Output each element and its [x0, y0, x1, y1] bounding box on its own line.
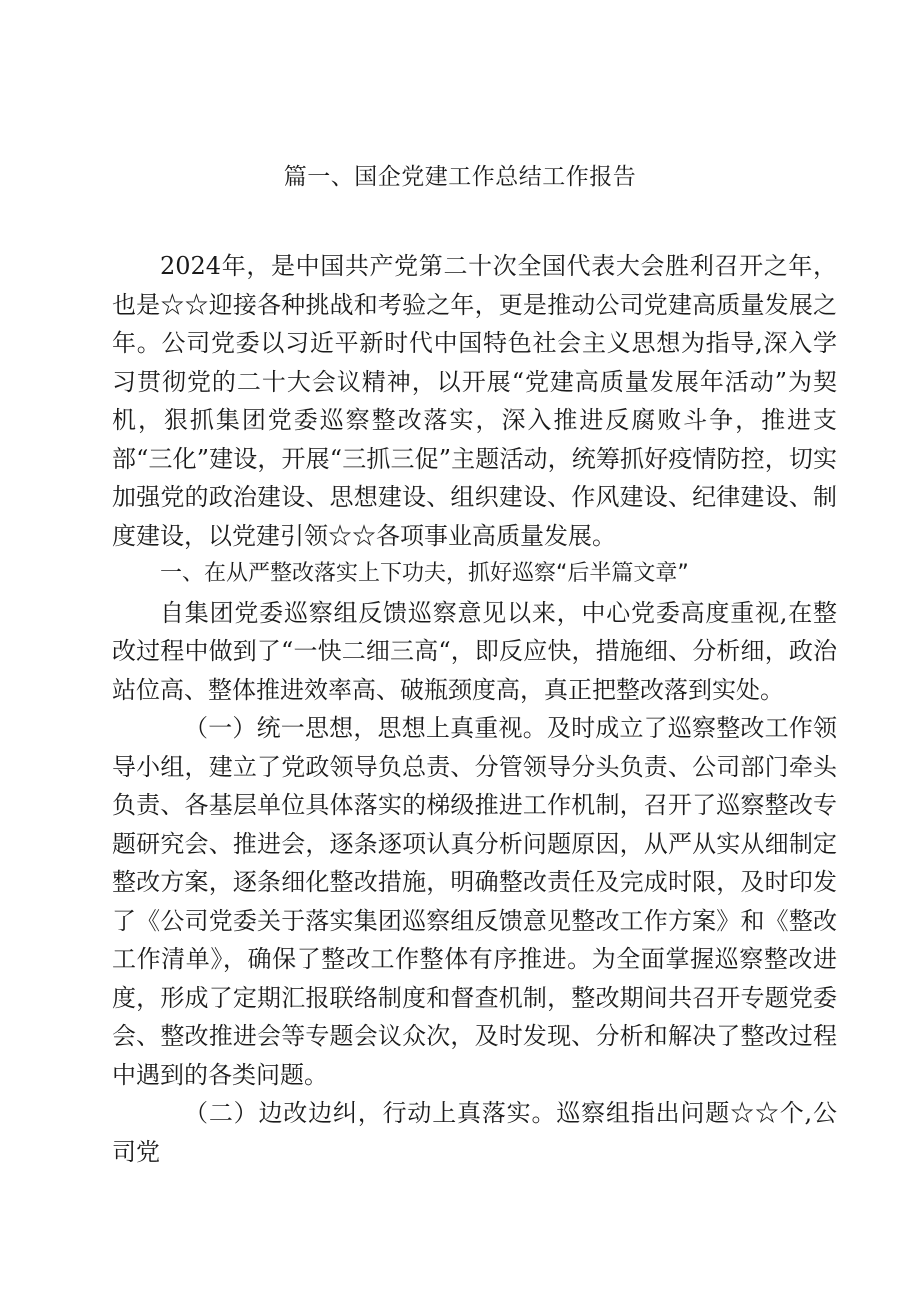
document-body	[112, 247, 837, 1171]
document-title: 篇一、国企党建工作总结工作报告	[283, 164, 637, 190]
subsection-2-paragraph: （二）边改边纠，行动上真落实。巡察组指出问题☆☆个,公司党	[112, 1099, 837, 1166]
section-1-paragraph: 自集团党委巡察组反馈巡察意见以来，中心党委高度重视,在整改过程中做到了“一快二细三高“，即反应快，措施细、分析细，政治站位高、整体推进效率高、破瓶颈度高，真正把整改落到实处。	[112, 598, 837, 704]
section-heading-1: 一、在从严整改落实上下功夫，抓好巡察“后半篇文章”	[160, 561, 689, 586]
subsection-1-paragraph: （一）统一思想，思想上真重视。及时成立了巡察整改工作领导小组，建立了党政领导负总责、分管领导分头负责、公司部门牵头负责、各基层单位具体落实的梯级推进工作机制，召开了巡察整改专题研究会、推进会，逐条逐项认真分析问题原因，从严从实从细制定整改方案，逐条细化整改措施，明确整改责任及完成时限，及时印发了《公司党委关于落实集团巡察组反馈意见整改工作方案》和《整改工作清单》，确保了整改工作整体有序推进。为全面掌握巡察整改进度，形成了定期汇报联络制度和督查机制，整改期间共召开专题党委会、整改推进会等专题会议众次，及时发现、分析和解决了整改过程中遇到的各类问题。	[112, 714, 837, 1089]
intro-paragraph: 2024年，是中国共产党第二十次全国代表大会胜利召开之年，也是☆☆迎接各种挑战和考验之年，更是推动公司党建高质量发展之年。公司党委以习近平新时代中国特色社会主义思想为指导,深入学习贯彻党的二十大会议精神，以开展“党建高质量发展年活动”为契机，狠抓集团党委巡察整改落实，深入推进反腐败斗争，推进支部“三化”建设，开展“三抓三促”主题活动，统筹抓好疫情防控，切实加强党的政治建设、思想建设、组织建设、作风建设、纪律建设、制度建设，以党建引领☆☆各项事业高质量发展。	[112, 252, 837, 550]
